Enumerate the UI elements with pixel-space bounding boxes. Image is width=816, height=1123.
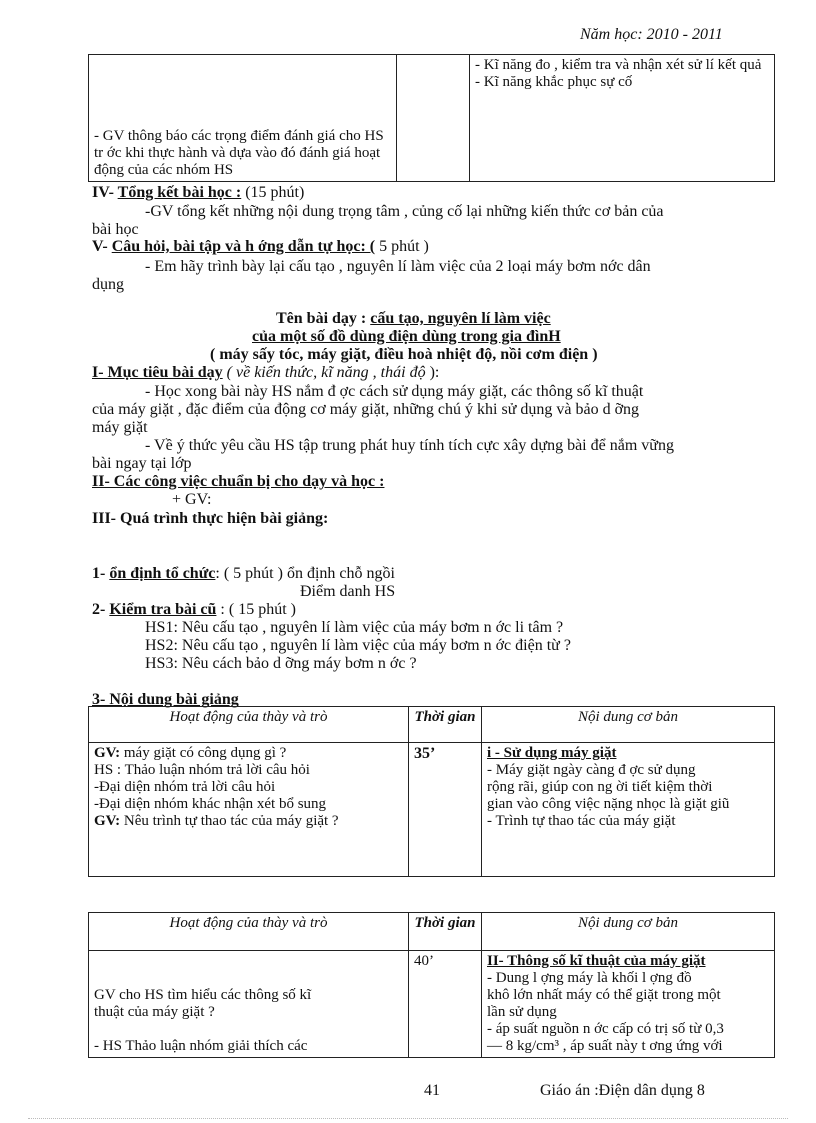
section-iv-heading [92,184,304,201]
step-2-title: Kiểm tra bài cũ [109,601,217,618]
content-line: - Kĩ năng đo , kiểm tra và nhận xét sử lí kết quả [475,57,762,73]
section-v-prefix: V- [92,238,112,255]
step-3-heading: 3- Nội dung bài giảng [92,691,239,708]
section-v-time: 5 phút ) [375,238,429,255]
header-activity: Hoạt động của thày và trò [89,913,409,951]
activity-text: - GV thông báo các trọng điểm đánh giá cho HS tr ớc khi thực hành và dựa vào đó đánh giá hoạt động của các nhóm HS [94,128,384,178]
table-continuation [88,54,775,182]
section-v-heading [92,238,429,255]
lesson-name-cont: của một số đồ dùng điện dùng trong gia đìnH [252,328,561,345]
section-iv-time: (15 phút) [241,184,305,201]
activity-line: -Đại diện nhóm trả lời câu hỏi [94,779,276,795]
footer-subject: Giáo án :Điện dân dụng 8 [540,1082,705,1099]
objective-paragraph-cont: của máy giặt , đặc điểm của động cơ máy giặt, những chú ý khi sử dụng và bảo d ỡng [92,401,640,418]
activity-line: - HS Thảo luận nhóm giải thích các [94,1038,308,1054]
table-cell-time [397,55,470,182]
content-title: i - Sử dụng máy giặt [487,745,617,761]
lesson-table-2 [88,912,775,1058]
table-cell-content [470,55,775,182]
step-1-body: : ( 5 phút ) ổn định chỗ ngồi [215,565,395,582]
page-number: 41 [424,1082,440,1099]
activity-line: GV cho HS tìm hiểu các thông số kĩ [94,987,312,1003]
activity-line: thuật của máy giặt ? [94,1004,215,1020]
step-2 [92,601,296,618]
quiz-question: HS2: Nêu cấu tạo , nguyên lí làm việc của máy bơm n ớc điện từ ? [145,637,571,654]
lesson-table-1 [88,706,775,877]
header-activity: Hoạt động của thày và trò [89,707,409,743]
activity-line: GV: Nêu trình tự thao tác của máy giặt ? [94,813,339,829]
time-cell: 35’ [409,743,482,877]
activity-cell [89,743,409,877]
quiz-question: HS1: Nêu cấu tạo , nguyên lí làm việc của máy bơm n ớc li tâm ? [145,619,564,636]
section-iv-body-cont: bài học [92,221,139,238]
attitude-paragraph: - Về ý thức yêu cầu HS tập trung phát huy tính tích cực xây dựng bài để nắm vững [145,437,674,454]
lesson-label: Tên bài dạy : [276,310,371,327]
section-i-heading [92,364,439,381]
section-iv-prefix: IV- [92,184,118,201]
content-line: khô lớn nhất máy có thể giặt trong một [487,987,721,1003]
lesson-name: cấu tạo, nguyên lí làm việc [370,310,551,327]
content-line: - Máy giặt ngày càng đ ợc sử dụng [487,762,696,778]
quiz-question: HS3: Nêu cách bảo d ỡng máy bơm n ớc ? [145,655,417,672]
section-ii-gv: + GV: [172,491,212,508]
content-line: rộng rãi, giúp con ng ời tiết kiệm thời [487,779,713,795]
footer-divider [28,1118,788,1119]
lesson-subtitle: ( máy sấy tóc, máy giặt, điều hoà nhiệt độ, nồi cơm điện ) [210,346,598,363]
section-v-body: - Em hãy trình bày lại cấu tạo , nguyên lí làm việc của 2 loại máy bơm nớc dân [145,258,651,275]
section-iv-title: Tổng kết bài học : [117,184,242,201]
content-line: - Trình tự thao tác của máy giặt [487,813,676,829]
activity-cell [89,951,409,1058]
section-v-body-cont: dụng [92,276,124,293]
content-cell [482,951,775,1058]
objective-paragraph-cont: máy giặt [92,419,148,436]
content-line: gian vào công việc nặng nhọc là giặt giũ [487,796,730,812]
content-line: - áp suất nguồn n ớc cấp có trị số từ 0,3 [487,1021,724,1037]
header-content: Nội dung cơ bản [482,913,775,951]
objective-paragraph: - Học xong bài này HS nắm đ ợc cách sử dụng máy giặt, các thông số kĩ thuật [145,383,644,400]
header-time: Thời gian [409,913,482,951]
header-time: Thời gian [409,707,482,743]
header-content: Nội dung cơ bản [482,707,775,743]
step-1-line2: Điểm danh HS [300,583,396,600]
section-iv-body: -GV tổng kết những nội dung trọng tâm , củng cố lại những kiến thức cơ bản của [145,203,664,220]
section-v-title: Câu hỏi, bài tập và h ớng dẫn tự học: ( [111,238,376,255]
section-iii-heading: III- Quá trình thực hiện bài giảng: [92,510,329,527]
step-1-prefix: 1- [92,565,110,582]
section-i-note-end: ): [429,364,440,381]
content-cell [482,743,775,877]
step-2-time: : ( 15 phút ) [216,601,296,618]
section-i-title: I- Mục tiêu bài dạy [92,364,223,381]
content-line: — 8 kg/cm³ , áp suất này t ơng ứng với [487,1038,723,1054]
step-2-prefix: 2- [92,601,110,618]
step-1-title: ổn định tổ chức [109,565,216,582]
content-title: II- Thông số kĩ thuật của máy giặt [487,953,706,969]
school-year: Năm học: 2010 - 2011 [580,26,723,43]
content-line: lần sử dụng [487,1004,557,1020]
step-1 [92,565,395,582]
time-cell: 40’ [409,951,482,1058]
table-cell-activity [89,55,397,182]
attitude-paragraph-cont: bài ngay tại lớp [92,455,192,472]
section-ii-heading: II- Các công việc chuẩn bị cho dạy và học : [92,473,385,490]
section-i-note: ( về kiến thức, kĩ năng , thái độ [222,364,430,381]
activity-line: GV: máy giặt có công dụng gì ? [94,745,287,761]
content-line: - Dung l ợng máy là khối l ợng đồ [487,970,692,986]
content-line: - Kĩ năng khắc phục sự cố [475,74,633,90]
activity-line: -Đại diện nhóm khác nhận xét bổ sung [94,796,327,812]
activity-line: HS : Thảo luận nhóm trả lời câu hỏi [94,762,310,778]
lesson-title [276,310,551,327]
